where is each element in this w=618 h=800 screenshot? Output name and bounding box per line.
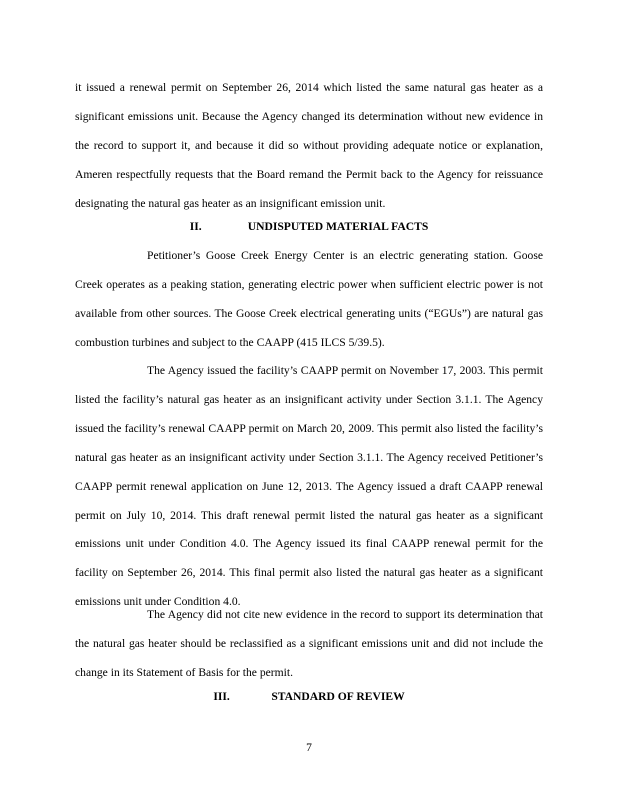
section-number: II. bbox=[189, 220, 202, 233]
section-heading-standard-of-review bbox=[0, 689, 618, 705]
intro-paragraph: it issued a renewal permit on September 26, 2014 which listed the same natural gas heater as a significant emissions unit. Because the Agency changed its determination without new evidence in the record to support it, and because it did so without providing adequate notice or explanation, Ameren respectfully requests that the Board remand the Permit back to the Agency for reissuance designating the natural gas heater as an insignificant emission unit. bbox=[75, 81, 543, 210]
section-title: UNDISPUTED MATERIAL FACTS bbox=[247, 220, 429, 233]
page-number: 7 bbox=[306, 741, 312, 754]
facts-paragraph-3: The Agency did not cite new evidence in the record to support its determination that the natural gas heater should be reclassified as a significant emissions unit and did not include the change in its Statement of Basis for the permit. bbox=[75, 608, 543, 679]
section-heading-undisputed-facts bbox=[0, 219, 618, 235]
facts-paragraph-2: The Agency issued the facility’s CAAPP permit on November 17, 2003. This permit listed the facility’s natural gas heater as an insignificant activity under Section 3.1.1. The Agency issued the facility’s renewal CAAPP permit on March 20, 2009. This permit also listed the facility’s natural gas heater as an insignificant activity under Section 3.1.1. The Agency received Petitioner’s CAAPP permit renewal application on June 12, 2013. The Agency issued a draft CAAPP renewal permit on July 10, 2014. This draft renewal permit listed the natural gas heater as a significant emissions unit under Condition 4.0. The Agency issued its final CAAPP renewal permit for the facility on September 26, 2014. This final permit also listed the natural gas heater as a significant emissions unit under Condition 4.0. bbox=[75, 364, 543, 609]
facts-paragraph-1: Petitioner’s Goose Creek Energy Center is an electric generating station. Goose Creek operates as a peaking station, generating electric power when sufficient electric power is not available from other sources. The Goose Creek electrical generating units (“EGUs”) are natural gas combustion turbines and subject to the CAAPP (415 ILCS 5/39.5). bbox=[75, 249, 543, 349]
section-title: STANDARD OF REVIEW bbox=[271, 690, 405, 703]
section-number: III. bbox=[213, 690, 230, 703]
